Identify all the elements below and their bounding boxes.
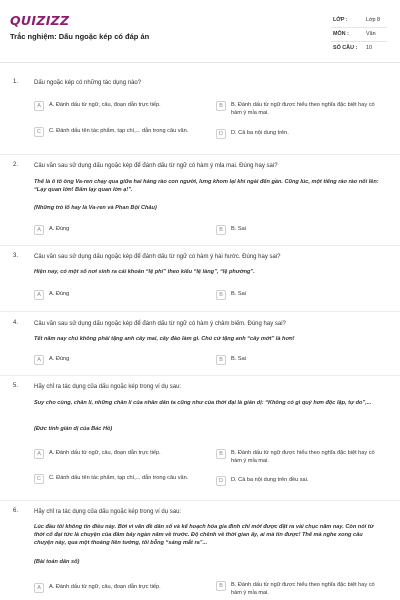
question-number: 3. [13,253,19,259]
question-divider [0,375,400,376]
question-number: 2. [13,162,19,168]
option-letter-badge: A [34,583,44,593]
option-letter-badge: A [34,101,44,111]
option-letter-badge: B [216,225,226,235]
option-text: A. Đúng [49,226,70,232]
question-text: Câu văn sau sử dụng dấu ngoặc kép để đánh dấu từ ngữ có hàm ý châm biếm. Đúng hay sai? [34,321,286,327]
question-number: 6. [13,508,19,514]
meta-row-count [328,43,390,54]
question-number: 5. [13,383,19,389]
option-text: B. Đánh dấu từ ngữ được hiểu theo nghĩa đặc biệt hay có hàm ý mỉa mai. [231,450,375,464]
option-text: C. Đánh dấu tên tác phẩm, tạp chí,... dẫn trong câu văn. [49,128,189,134]
example-source: (Bài toán dân số) [34,559,80,565]
question-text: Dấu ngoặc kép có những tác dụng nào? [34,80,142,86]
option-letter-badge: C [34,127,44,137]
question-5 [0,383,400,498]
option-letter-badge: A [34,225,44,235]
option-text: D. Cả ba nội dung trên đều sai. [231,477,309,483]
question-3 [0,253,400,308]
meta-value: 10 [366,45,372,51]
meta-row-grade [328,15,390,26]
question-example: Lúc đầu tôi không tin điều này. Bởi vì văn đề dân số và kế hoạch hóa gia đình chỉ mới được đặt ra vài chục năm nay. Còn nói từ thời cổ đại tức là chuyện của đâm bảy ngàn năm về trước. Độ chênh về thời gian ấy, ai mà tin được! Thế mà nghe xong câu chuyện này, qua một thoáng liên tưởng, tôi bỗng “sáng mắt ra”... [34,524,374,546]
question-divider [0,500,400,501]
question-1 [0,79,400,154]
option-text: B. Sai [231,356,246,362]
question-number: 4. [13,320,19,326]
question-text: Hãy chỉ ra tác dụng của dấu ngoặc kép trong ví dụ sau: [34,384,182,390]
question-divider [0,245,400,246]
option-text: A. Đúng [49,291,70,297]
option-letter-badge: A [34,290,44,300]
meta-label: MÔN : [333,31,349,37]
question-divider [0,311,400,312]
option-text: B. Đánh dấu từ ngữ được hiểu theo nghĩa đặc biệt hay có hàm ý mỉa mai. [231,582,375,596]
question-2 [0,162,400,242]
meta-label: LỚP : [333,17,348,23]
question-number: 1. [13,79,19,85]
option-text: B. Đánh dấu từ ngữ được hiểu theo nghĩa đặc biệt hay có hàm ý mỉa mai. [231,102,375,116]
option-letter-badge: A [34,355,44,365]
option-text: A. Đúng [49,356,70,362]
worksheet-header [0,0,400,62]
option-letter-badge: D [216,476,226,486]
question-text: Câu văn sau sử dụng dấu ngoặc kép để đánh dấu từ ngữ có hàm ý mỉa mai. Đúng hay sai? [34,163,278,169]
option-letter-badge: A [34,449,44,459]
option-text: D. Cả ba nội dung trên. [231,130,289,136]
question-text: Câu văn sau sử dụng dấu ngoặc kép để đánh dấu từ ngữ có hàm ý hài hước. Đúng hay sai? [34,254,281,260]
option-letter-badge: B [216,290,226,300]
meta-label: SỐ CÂU : [333,45,358,51]
option-text: B. Sai [231,291,246,297]
option-text: B. Sai [231,226,246,232]
quiz-title: Trắc nghiệm: Dấu ngoặc kép có đáp án [10,32,150,41]
example-source: (Đức tính giản dị của Bác Hồ) [34,426,113,432]
question-example: Suy cho cùng, chân lí, những chân lí của nhân dân ta cũng như của thời đại là giản dị: “Không có gì quý hơn độc lập, tự do”,... [34,400,372,406]
meta-row-subject [328,29,390,40]
meta-divider [331,27,387,28]
question-divider [0,154,400,155]
option-letter-badge: B [216,449,226,459]
question-6 [0,508,400,600]
option-letter-badge: B [216,355,226,365]
option-text: C. Đánh dấu tên tác phẩm, tạp chí,... dẫn trong câu văn. [49,475,189,481]
meta-value: Văn [366,31,376,37]
option-letter-badge: B [216,101,226,111]
question-example: Tết năm nay chú không phải tặng anh cây mai, cây đào làm gì. Chú cứ tặng anh “cây mớt” là hơn! [34,336,295,342]
option-letter-badge: B [216,581,226,591]
question-example: Thế là ô tô ông Va-ren chạy qua giữa hai hàng rào con người, lưng khom lại khi ngài đến gần. Cũng lúc, một tiếng rào rào nổi lên: “Lạy quan lớn! Bẩm lạy quan lớn ạ!”. [34,179,379,193]
option-letter-badge: D [216,129,226,139]
quizizz-logo: QUIZIZZ [10,13,70,28]
option-letter-badge: C [34,474,44,484]
question-4 [0,320,400,370]
question-text: Hãy chỉ ra tác dụng của dấu ngoặc kép trong ví dụ sau: [34,509,182,515]
option-text: A. Đánh dấu từ ngữ, câu, đoạn dẫn trực tiếp. [49,450,161,456]
meta-divider [331,41,387,42]
option-text: A. Đánh dấu từ ngữ, câu, đoạn dẫn trực tiếp. [49,584,161,590]
question-example: Hiện nay, có một số nơi sinh ra cái khoản “lệ phí” theo kiểu “lệ làng”, “lệ phường”. [34,269,255,275]
option-text: A. Đánh dấu từ ngữ, câu, đoạn dẫn trực tiếp. [49,102,161,108]
header-divider [0,62,400,63]
example-source: (Những trò lố hay là Va-ren và Phan Bội Châu) [34,205,157,211]
meta-value: Lớp 8 [366,17,381,23]
